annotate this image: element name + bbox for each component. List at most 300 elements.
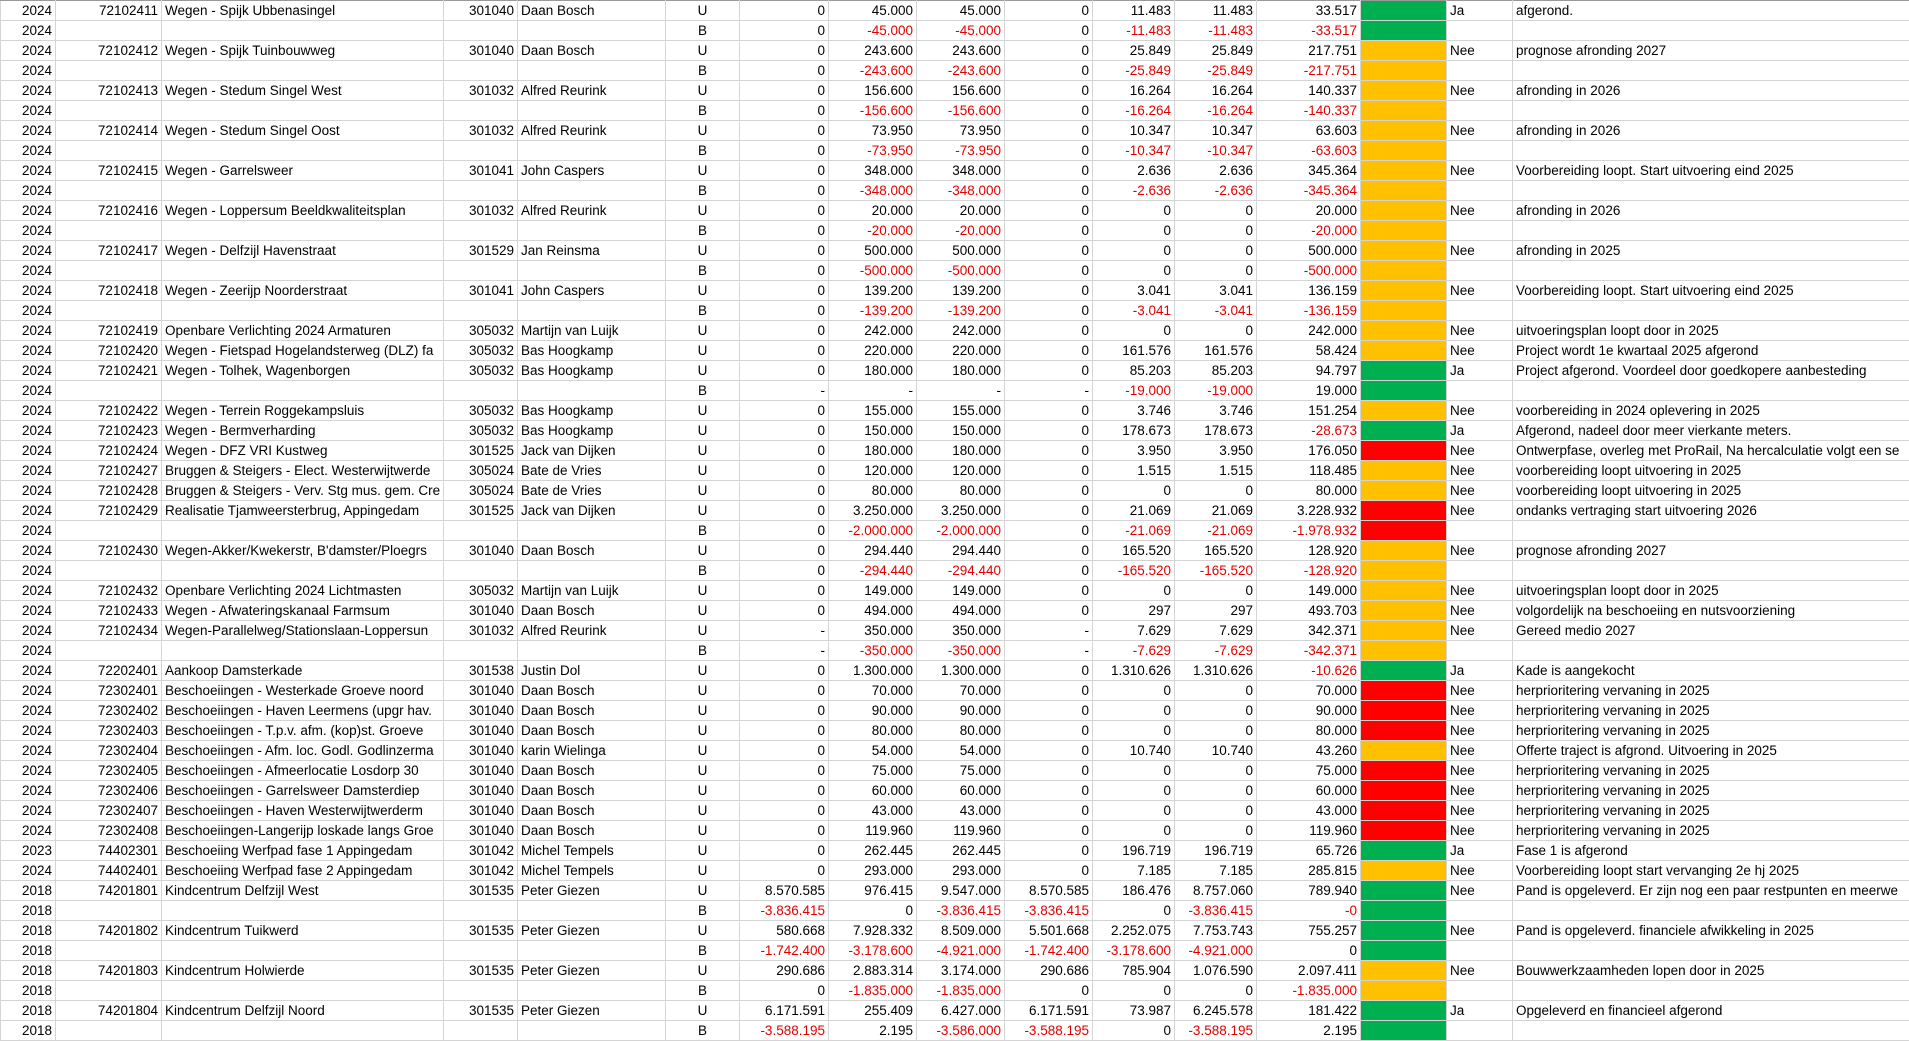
project-code-cell[interactable]: [56, 981, 162, 1001]
status-color-cell[interactable]: [1361, 101, 1447, 121]
amount-cell-6[interactable]: 178.673: [1175, 421, 1257, 441]
project-code-cell[interactable]: [56, 941, 162, 961]
completed-cell[interactable]: Nee: [1447, 281, 1513, 301]
amount-cell-2[interactable]: 1.300.000: [829, 661, 917, 681]
amount-cell-3[interactable]: -4.921.000: [917, 941, 1005, 961]
year-cell[interactable]: 2024: [1, 501, 56, 521]
amount-cell-2[interactable]: -: [829, 381, 917, 401]
amount-cell-6[interactable]: 10.347: [1175, 121, 1257, 141]
amount-cell-4[interactable]: 0: [1005, 401, 1093, 421]
amount-cell-4[interactable]: 290.686: [1005, 961, 1093, 981]
status-color-cell[interactable]: [1361, 641, 1447, 661]
amount-cell-4[interactable]: 0: [1005, 521, 1093, 541]
owner-name-cell[interactable]: [518, 1021, 666, 1041]
amount-cell-3[interactable]: -139.200: [917, 301, 1005, 321]
amount-cell-1[interactable]: 0: [740, 361, 829, 381]
type-cell[interactable]: U: [666, 441, 740, 461]
status-color-cell[interactable]: [1361, 881, 1447, 901]
year-cell[interactable]: 2024: [1, 801, 56, 821]
amount-cell-2[interactable]: 243.600: [829, 41, 917, 61]
amount-cell-3[interactable]: 155.000: [917, 401, 1005, 421]
amount-cell-7[interactable]: 33.517: [1257, 1, 1361, 21]
completed-cell[interactable]: Nee: [1447, 41, 1513, 61]
cost-center-cell[interactable]: 305032: [444, 321, 518, 341]
type-cell[interactable]: U: [666, 241, 740, 261]
year-cell[interactable]: 2024: [1, 561, 56, 581]
completed-cell[interactable]: [1447, 1021, 1513, 1041]
status-color-cell[interactable]: [1361, 901, 1447, 921]
cost-center-cell[interactable]: 301538: [444, 661, 518, 681]
owner-name-cell[interactable]: [518, 261, 666, 281]
amount-cell-1[interactable]: 0: [740, 301, 829, 321]
project-code-cell[interactable]: 72102415: [56, 161, 162, 181]
amount-cell-3[interactable]: -294.440: [917, 561, 1005, 581]
amount-cell-1[interactable]: 0: [740, 601, 829, 621]
description-cell[interactable]: [162, 21, 444, 41]
description-cell[interactable]: [162, 1021, 444, 1041]
completed-cell[interactable]: Nee: [1447, 461, 1513, 481]
cost-center-cell[interactable]: 301525: [444, 441, 518, 461]
type-cell[interactable]: B: [666, 101, 740, 121]
year-cell[interactable]: 2024: [1, 341, 56, 361]
status-color-cell[interactable]: [1361, 801, 1447, 821]
amount-cell-7[interactable]: -140.337: [1257, 101, 1361, 121]
amount-cell-5[interactable]: 10.347: [1093, 121, 1175, 141]
amount-cell-6[interactable]: 0: [1175, 261, 1257, 281]
project-code-cell[interactable]: 72102423: [56, 421, 162, 441]
amount-cell-2[interactable]: 242.000: [829, 321, 917, 341]
amount-cell-2[interactable]: 80.000: [829, 481, 917, 501]
completed-cell[interactable]: [1447, 181, 1513, 201]
project-code-cell[interactable]: [56, 21, 162, 41]
cost-center-cell[interactable]: 301042: [444, 841, 518, 861]
amount-cell-2[interactable]: 70.000: [829, 681, 917, 701]
amount-cell-1[interactable]: 0: [740, 461, 829, 481]
project-code-cell[interactable]: 74201804: [56, 1001, 162, 1021]
amount-cell-7[interactable]: 80.000: [1257, 721, 1361, 741]
amount-cell-7[interactable]: -136.159: [1257, 301, 1361, 321]
remark-cell[interactable]: uitvoeringsplan loopt door in 2025: [1513, 581, 1909, 601]
remark-cell[interactable]: [1513, 21, 1909, 41]
status-color-cell[interactable]: [1361, 581, 1447, 601]
amount-cell-2[interactable]: 0: [829, 901, 917, 921]
amount-cell-7[interactable]: 755.257: [1257, 921, 1361, 941]
owner-name-cell[interactable]: Daan Bosch: [518, 701, 666, 721]
remark-cell[interactable]: [1513, 181, 1909, 201]
project-code-cell[interactable]: [56, 261, 162, 281]
amount-cell-3[interactable]: 348.000: [917, 161, 1005, 181]
owner-name-cell[interactable]: Daan Bosch: [518, 721, 666, 741]
remark-cell[interactable]: volgordelijk na beschoeiing en nutsvoorziening: [1513, 601, 1909, 621]
owner-name-cell[interactable]: [518, 101, 666, 121]
amount-cell-7[interactable]: -345.364: [1257, 181, 1361, 201]
year-cell[interactable]: 2018: [1, 921, 56, 941]
status-color-cell[interactable]: [1361, 961, 1447, 981]
project-code-cell[interactable]: 74201803: [56, 961, 162, 981]
amount-cell-5[interactable]: 85.203: [1093, 361, 1175, 381]
status-color-cell[interactable]: [1361, 121, 1447, 141]
amount-cell-5[interactable]: 0: [1093, 781, 1175, 801]
cost-center-cell[interactable]: 301040: [444, 601, 518, 621]
remark-cell[interactable]: Kade is aangekocht: [1513, 661, 1909, 681]
amount-cell-3[interactable]: -348.000: [917, 181, 1005, 201]
amount-cell-1[interactable]: 0: [740, 801, 829, 821]
status-color-cell[interactable]: [1361, 601, 1447, 621]
amount-cell-5[interactable]: 0: [1093, 821, 1175, 841]
remark-cell[interactable]: [1513, 221, 1909, 241]
completed-cell[interactable]: [1447, 301, 1513, 321]
year-cell[interactable]: 2024: [1, 761, 56, 781]
status-color-cell[interactable]: [1361, 841, 1447, 861]
year-cell[interactable]: 2024: [1, 421, 56, 441]
completed-cell[interactable]: Nee: [1447, 881, 1513, 901]
project-code-cell[interactable]: [56, 181, 162, 201]
amount-cell-5[interactable]: 1.310.626: [1093, 661, 1175, 681]
amount-cell-6[interactable]: 11.483: [1175, 1, 1257, 21]
amount-cell-7[interactable]: 149.000: [1257, 581, 1361, 601]
amount-cell-3[interactable]: -73.950: [917, 141, 1005, 161]
completed-cell[interactable]: Nee: [1447, 681, 1513, 701]
completed-cell[interactable]: Nee: [1447, 821, 1513, 841]
amount-cell-6[interactable]: 0: [1175, 581, 1257, 601]
amount-cell-7[interactable]: -63.603: [1257, 141, 1361, 161]
amount-cell-3[interactable]: 350.000: [917, 621, 1005, 641]
owner-name-cell[interactable]: Bas Hoogkamp: [518, 401, 666, 421]
amount-cell-3[interactable]: 45.000: [917, 1, 1005, 21]
status-color-cell[interactable]: [1361, 401, 1447, 421]
amount-cell-5[interactable]: 3.041: [1093, 281, 1175, 301]
amount-cell-7[interactable]: 342.371: [1257, 621, 1361, 641]
amount-cell-2[interactable]: 293.000: [829, 861, 917, 881]
amount-cell-3[interactable]: 500.000: [917, 241, 1005, 261]
owner-name-cell[interactable]: Jack van Dijken: [518, 501, 666, 521]
amount-cell-5[interactable]: 16.264: [1093, 81, 1175, 101]
description-cell[interactable]: [162, 521, 444, 541]
amount-cell-2[interactable]: 54.000: [829, 741, 917, 761]
completed-cell[interactable]: Nee: [1447, 441, 1513, 461]
cost-center-cell[interactable]: [444, 381, 518, 401]
remark-cell[interactable]: afronding in 2026: [1513, 81, 1909, 101]
status-color-cell[interactable]: [1361, 541, 1447, 561]
amount-cell-2[interactable]: -500.000: [829, 261, 917, 281]
owner-name-cell[interactable]: Alfred Reurink: [518, 81, 666, 101]
owner-name-cell[interactable]: Peter Giezen: [518, 881, 666, 901]
completed-cell[interactable]: Ja: [1447, 361, 1513, 381]
completed-cell[interactable]: Nee: [1447, 761, 1513, 781]
amount-cell-6[interactable]: -7.629: [1175, 641, 1257, 661]
completed-cell[interactable]: [1447, 261, 1513, 281]
owner-name-cell[interactable]: karin Wielinga: [518, 741, 666, 761]
amount-cell-7[interactable]: 90.000: [1257, 701, 1361, 721]
amount-cell-1[interactable]: -: [740, 641, 829, 661]
amount-cell-1[interactable]: 0: [740, 661, 829, 681]
amount-cell-4[interactable]: -3.588.195: [1005, 1021, 1093, 1041]
description-cell[interactable]: Beschoeiingen - T.p.v. afm. (kop)st. Groeve: [162, 721, 444, 741]
amount-cell-2[interactable]: -1.835.000: [829, 981, 917, 1001]
owner-name-cell[interactable]: [518, 221, 666, 241]
project-code-cell[interactable]: 72102411: [56, 1, 162, 21]
status-color-cell[interactable]: [1361, 621, 1447, 641]
amount-cell-5[interactable]: 10.740: [1093, 741, 1175, 761]
cost-center-cell[interactable]: 301032: [444, 201, 518, 221]
cost-center-cell[interactable]: [444, 181, 518, 201]
amount-cell-1[interactable]: 0: [740, 341, 829, 361]
year-cell[interactable]: 2024: [1, 101, 56, 121]
project-code-cell[interactable]: [56, 301, 162, 321]
cost-center-cell[interactable]: [444, 141, 518, 161]
year-cell[interactable]: 2018: [1, 901, 56, 921]
cost-center-cell[interactable]: 301040: [444, 741, 518, 761]
completed-cell[interactable]: Nee: [1447, 81, 1513, 101]
project-code-cell[interactable]: 72102412: [56, 41, 162, 61]
owner-name-cell[interactable]: Bate de Vries: [518, 481, 666, 501]
amount-cell-1[interactable]: 0: [740, 241, 829, 261]
remark-cell[interactable]: herprioritering vervaning in 2025: [1513, 761, 1909, 781]
completed-cell[interactable]: [1447, 101, 1513, 121]
amount-cell-6[interactable]: 0: [1175, 701, 1257, 721]
cost-center-cell[interactable]: [444, 981, 518, 1001]
amount-cell-7[interactable]: 0: [1257, 941, 1361, 961]
amount-cell-1[interactable]: 0: [740, 281, 829, 301]
status-color-cell[interactable]: [1361, 301, 1447, 321]
description-cell[interactable]: Kindcentrum Holwierde: [162, 961, 444, 981]
amount-cell-3[interactable]: -243.600: [917, 61, 1005, 81]
amount-cell-7[interactable]: 285.815: [1257, 861, 1361, 881]
project-code-cell[interactable]: 74402401: [56, 861, 162, 881]
status-color-cell[interactable]: [1361, 981, 1447, 1001]
remark-cell[interactable]: [1513, 561, 1909, 581]
type-cell[interactable]: U: [666, 161, 740, 181]
owner-name-cell[interactable]: Daan Bosch: [518, 821, 666, 841]
amount-cell-2[interactable]: 3.250.000: [829, 501, 917, 521]
amount-cell-4[interactable]: 0: [1005, 41, 1093, 61]
amount-cell-3[interactable]: 180.000: [917, 361, 1005, 381]
amount-cell-5[interactable]: 178.673: [1093, 421, 1175, 441]
amount-cell-6[interactable]: -2.636: [1175, 181, 1257, 201]
amount-cell-1[interactable]: 0: [740, 581, 829, 601]
amount-cell-7[interactable]: 140.337: [1257, 81, 1361, 101]
amount-cell-2[interactable]: 2.195: [829, 1021, 917, 1041]
cost-center-cell[interactable]: [444, 221, 518, 241]
cost-center-cell[interactable]: 301525: [444, 501, 518, 521]
completed-cell[interactable]: Nee: [1447, 861, 1513, 881]
amount-cell-2[interactable]: 976.415: [829, 881, 917, 901]
amount-cell-4[interactable]: 0: [1005, 201, 1093, 221]
remark-cell[interactable]: Gereed medio 2027: [1513, 621, 1909, 641]
project-code-cell[interactable]: 72102428: [56, 481, 162, 501]
amount-cell-6[interactable]: 3.746: [1175, 401, 1257, 421]
description-cell[interactable]: [162, 141, 444, 161]
amount-cell-7[interactable]: 128.920: [1257, 541, 1361, 561]
amount-cell-6[interactable]: 0: [1175, 321, 1257, 341]
amount-cell-7[interactable]: 118.485: [1257, 461, 1361, 481]
owner-name-cell[interactable]: [518, 21, 666, 41]
amount-cell-5[interactable]: 25.849: [1093, 41, 1175, 61]
amount-cell-4[interactable]: 0: [1005, 281, 1093, 301]
description-cell[interactable]: Wegen - Delfzijl Havenstraat: [162, 241, 444, 261]
completed-cell[interactable]: Ja: [1447, 421, 1513, 441]
amount-cell-3[interactable]: 54.000: [917, 741, 1005, 761]
amount-cell-6[interactable]: 0: [1175, 241, 1257, 261]
amount-cell-7[interactable]: 2.097.411: [1257, 961, 1361, 981]
completed-cell[interactable]: Nee: [1447, 741, 1513, 761]
remark-cell[interactable]: prognose afronding 2027: [1513, 41, 1909, 61]
amount-cell-6[interactable]: -21.069: [1175, 521, 1257, 541]
amount-cell-5[interactable]: 0: [1093, 1021, 1175, 1041]
amount-cell-6[interactable]: 3.950: [1175, 441, 1257, 461]
cost-center-cell[interactable]: [444, 941, 518, 961]
amount-cell-2[interactable]: 350.000: [829, 621, 917, 641]
owner-name-cell[interactable]: Daan Bosch: [518, 541, 666, 561]
description-cell[interactable]: Wegen - Loppersum Beeldkwaliteitsplan: [162, 201, 444, 221]
completed-cell[interactable]: Ja: [1447, 1, 1513, 21]
remark-cell[interactable]: voorbereiding loopt uitvoering in 2025: [1513, 481, 1909, 501]
year-cell[interactable]: 2018: [1, 1021, 56, 1041]
amount-cell-6[interactable]: 0: [1175, 201, 1257, 221]
type-cell[interactable]: U: [666, 581, 740, 601]
amount-cell-5[interactable]: 0: [1093, 981, 1175, 1001]
remark-cell[interactable]: afgerond.: [1513, 1, 1909, 21]
year-cell[interactable]: 2024: [1, 321, 56, 341]
completed-cell[interactable]: Nee: [1447, 241, 1513, 261]
amount-cell-6[interactable]: 1.310.626: [1175, 661, 1257, 681]
description-cell[interactable]: [162, 261, 444, 281]
amount-cell-5[interactable]: 0: [1093, 681, 1175, 701]
owner-name-cell[interactable]: Jack van Dijken: [518, 441, 666, 461]
year-cell[interactable]: 2024: [1, 1, 56, 21]
amount-cell-1[interactable]: 0: [740, 101, 829, 121]
project-code-cell[interactable]: 72302401: [56, 681, 162, 701]
type-cell[interactable]: U: [666, 961, 740, 981]
status-color-cell[interactable]: [1361, 161, 1447, 181]
project-code-cell[interactable]: [56, 381, 162, 401]
owner-name-cell[interactable]: Daan Bosch: [518, 801, 666, 821]
completed-cell[interactable]: Nee: [1447, 601, 1513, 621]
completed-cell[interactable]: Nee: [1447, 921, 1513, 941]
type-cell[interactable]: U: [666, 761, 740, 781]
status-color-cell[interactable]: [1361, 561, 1447, 581]
amount-cell-1[interactable]: -3.836.415: [740, 901, 829, 921]
description-cell[interactable]: Aankoop Damsterkade: [162, 661, 444, 681]
project-code-cell[interactable]: 72302406: [56, 781, 162, 801]
project-code-cell[interactable]: 72102427: [56, 461, 162, 481]
cost-center-cell[interactable]: [444, 21, 518, 41]
year-cell[interactable]: 2024: [1, 861, 56, 881]
description-cell[interactable]: Openbare Verlichting 2024 Armaturen: [162, 321, 444, 341]
amount-cell-3[interactable]: 9.547.000: [917, 881, 1005, 901]
amount-cell-1[interactable]: 0: [740, 821, 829, 841]
amount-cell-1[interactable]: 8.570.585: [740, 881, 829, 901]
type-cell[interactable]: U: [666, 881, 740, 901]
amount-cell-5[interactable]: 3.950: [1093, 441, 1175, 461]
amount-cell-7[interactable]: 493.703: [1257, 601, 1361, 621]
owner-name-cell[interactable]: Martijn van Luijk: [518, 581, 666, 601]
type-cell[interactable]: U: [666, 701, 740, 721]
amount-cell-5[interactable]: -165.520: [1093, 561, 1175, 581]
cost-center-cell[interactable]: 305024: [444, 461, 518, 481]
amount-cell-4[interactable]: 6.171.591: [1005, 1001, 1093, 1021]
amount-cell-3[interactable]: 119.960: [917, 821, 1005, 841]
owner-name-cell[interactable]: Daan Bosch: [518, 601, 666, 621]
remark-cell[interactable]: afronding in 2025: [1513, 241, 1909, 261]
amount-cell-1[interactable]: 0: [740, 121, 829, 141]
amount-cell-1[interactable]: 0: [740, 561, 829, 581]
amount-cell-3[interactable]: -: [917, 381, 1005, 401]
amount-cell-6[interactable]: 1.076.590: [1175, 961, 1257, 981]
type-cell[interactable]: B: [666, 981, 740, 1001]
completed-cell[interactable]: Nee: [1447, 401, 1513, 421]
type-cell[interactable]: U: [666, 861, 740, 881]
amount-cell-2[interactable]: 139.200: [829, 281, 917, 301]
project-code-cell[interactable]: 72102420: [56, 341, 162, 361]
amount-cell-3[interactable]: 73.950: [917, 121, 1005, 141]
amount-cell-2[interactable]: -2.000.000: [829, 521, 917, 541]
project-code-cell[interactable]: 72102413: [56, 81, 162, 101]
amount-cell-6[interactable]: -19.000: [1175, 381, 1257, 401]
description-cell[interactable]: Beschoeiingen - Afm. loc. Godl. Godlinzerma: [162, 741, 444, 761]
amount-cell-5[interactable]: 0: [1093, 481, 1175, 501]
amount-cell-1[interactable]: 290.686: [740, 961, 829, 981]
remark-cell[interactable]: Fase 1 is afgerond: [1513, 841, 1909, 861]
type-cell[interactable]: U: [666, 801, 740, 821]
year-cell[interactable]: 2024: [1, 261, 56, 281]
amount-cell-3[interactable]: -3.586.000: [917, 1021, 1005, 1041]
cost-center-cell[interactable]: 301041: [444, 281, 518, 301]
amount-cell-3[interactable]: 3.250.000: [917, 501, 1005, 521]
amount-cell-6[interactable]: 1.515: [1175, 461, 1257, 481]
status-color-cell[interactable]: [1361, 261, 1447, 281]
amount-cell-3[interactable]: 294.440: [917, 541, 1005, 561]
amount-cell-6[interactable]: 21.069: [1175, 501, 1257, 521]
year-cell[interactable]: 2024: [1, 381, 56, 401]
description-cell[interactable]: Kindcentrum Tuikwerd: [162, 921, 444, 941]
amount-cell-5[interactable]: 2.252.075: [1093, 921, 1175, 941]
year-cell[interactable]: 2024: [1, 661, 56, 681]
amount-cell-7[interactable]: 43.000: [1257, 801, 1361, 821]
status-color-cell[interactable]: [1361, 21, 1447, 41]
amount-cell-3[interactable]: 220.000: [917, 341, 1005, 361]
owner-name-cell[interactable]: Martijn van Luijk: [518, 321, 666, 341]
status-color-cell[interactable]: [1361, 661, 1447, 681]
project-code-cell[interactable]: 72302408: [56, 821, 162, 841]
amount-cell-6[interactable]: -16.264: [1175, 101, 1257, 121]
project-code-cell[interactable]: 72102433: [56, 601, 162, 621]
description-cell[interactable]: Bruggen & Steigers - Elect. Westerwijtwerde: [162, 461, 444, 481]
project-code-cell[interactable]: 72102416: [56, 201, 162, 221]
year-cell[interactable]: 2024: [1, 181, 56, 201]
amount-cell-2[interactable]: 156.600: [829, 81, 917, 101]
project-code-cell[interactable]: [56, 1021, 162, 1041]
status-color-cell[interactable]: [1361, 61, 1447, 81]
amount-cell-5[interactable]: 7.185: [1093, 861, 1175, 881]
description-cell[interactable]: Wegen - Zeerijp Noorderstraat: [162, 281, 444, 301]
cost-center-cell[interactable]: 301535: [444, 921, 518, 941]
amount-cell-3[interactable]: 150.000: [917, 421, 1005, 441]
completed-cell[interactable]: Nee: [1447, 801, 1513, 821]
amount-cell-4[interactable]: -: [1005, 641, 1093, 661]
owner-name-cell[interactable]: [518, 901, 666, 921]
description-cell[interactable]: [162, 981, 444, 1001]
amount-cell-5[interactable]: 11.483: [1093, 1, 1175, 21]
amount-cell-2[interactable]: -348.000: [829, 181, 917, 201]
cost-center-cell[interactable]: 301032: [444, 121, 518, 141]
year-cell[interactable]: 2024: [1, 541, 56, 561]
amount-cell-1[interactable]: 0: [740, 421, 829, 441]
description-cell[interactable]: Beschoeiing Werfpad fase 1 Appingedam: [162, 841, 444, 861]
description-cell[interactable]: Wegen - Spijk Ubbenasingel: [162, 1, 444, 21]
amount-cell-3[interactable]: -1.835.000: [917, 981, 1005, 1001]
type-cell[interactable]: U: [666, 41, 740, 61]
